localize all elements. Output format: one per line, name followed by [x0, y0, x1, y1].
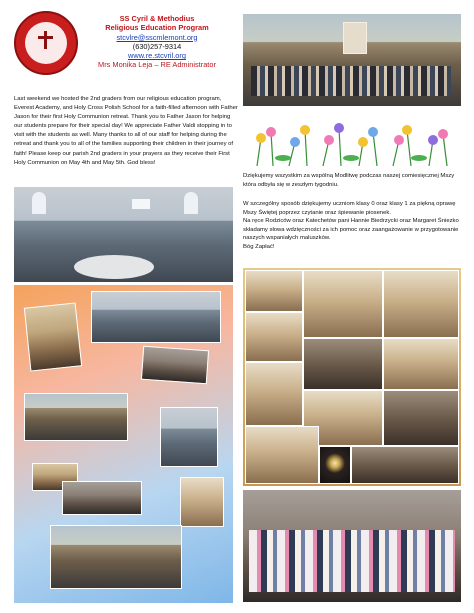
children-row: [249, 530, 455, 592]
divine-mercy-image: [343, 22, 367, 54]
website-link[interactable]: www.re.stcvril.org: [128, 51, 186, 61]
program-header: [82, 14, 232, 70]
polish-article: [243, 200, 461, 252]
mass-photo-candle: [319, 446, 351, 484]
retreat-group-outdoor-photo: [243, 14, 461, 106]
retreat-article-text: Last weekend we hosted the 2nd graders from our religious education program, Everest Academy, and Holy Cross Polish School for a faith-filled afternoon with Father Jason for their first Holy Communion retreat. Thank you to Father Jason for helping our students prepare for their special day! We appreciate Father Valdi stopping in to visit with the students as well. Many thanks to all of our staff for helping during the retreat and thank you to all of the families supporting their children in their journey of faith! Please keep our parish 2nd graders in your prayers as they receive their First Holy Communion on May 4th and May 5th. God bless!: [14, 96, 238, 166]
retreat-photo-collage: [14, 285, 233, 603]
retreat-article: [14, 95, 238, 168]
retreat-hall-photo: [14, 187, 233, 282]
collage-photo-priest: [62, 481, 142, 515]
window-left: [32, 192, 46, 214]
phone-number: (630)257-9314: [132, 41, 182, 51]
logo-crossbar: [38, 36, 53, 39]
mass-photo-4: [245, 312, 303, 362]
mass-photo-9: [383, 390, 459, 446]
collage-photo-altar: [24, 302, 82, 371]
mass-group-photo: [243, 490, 461, 602]
collage-photo-father-valdi: [180, 477, 224, 527]
mass-photo-6: [383, 338, 459, 390]
polish-line-2: Na ręce Rodziców oraz Katechetów pani Hannie Biedrzycki oraz Margaret Śniezko składamy słowa wdzięczności za ich pomoc oraz zaangażowanie w przygotowanie naszych wspaniałych maluszków.: [243, 218, 459, 242]
email-link[interactable]: stcvlre@sscmlemont.org: [116, 32, 198, 42]
mass-photo-5: [303, 338, 383, 390]
parish-logo: [14, 11, 78, 75]
projection-screen: [132, 199, 150, 209]
mass-photo-collage: [243, 268, 461, 486]
collage-photo-kids: [141, 346, 209, 385]
window-right: [184, 192, 198, 214]
collage-photo-classroom: [160, 407, 218, 467]
mass-photo-7: [245, 362, 303, 426]
program-name: Religious Education Program: [105, 23, 209, 33]
administrator-name: Mrs Monika Leja – RE Administrator: [98, 60, 216, 70]
mass-photo-2: [303, 270, 383, 338]
mass-photo-11: [351, 446, 459, 484]
polish-thanks-text: Dziękujemy wszystkim za wspólną Modlitwę podczas naszej comiesięcznej Mszy która odbyła się w zeszłym tygodniu.: [243, 173, 455, 188]
logo-cross-icon: [44, 31, 47, 49]
students-row: [251, 66, 451, 96]
collage-photo-outside-school: [50, 525, 182, 589]
mass-photo-3: [383, 270, 459, 338]
polish-line-1: W szczególny sposób dziękujemy uczniom klasy 0 oraz klasy 1 za piękną oprawę Mszy Świętej poprzez czytanie oraz śpiewanie piosenek.: [243, 201, 456, 216]
round-table: [74, 255, 154, 279]
polish-closing: Bóg Zapłać!: [243, 243, 275, 250]
collage-photo-hall: [91, 291, 221, 343]
parish-name: SS Cyril & Methodius: [119, 14, 195, 23]
collage-photo-church-group: [24, 393, 128, 441]
spring-flowers-banner: [243, 118, 461, 166]
mass-photo-1: [245, 270, 303, 312]
polish-thanks: [243, 172, 461, 189]
mass-photo-10: [245, 426, 319, 484]
